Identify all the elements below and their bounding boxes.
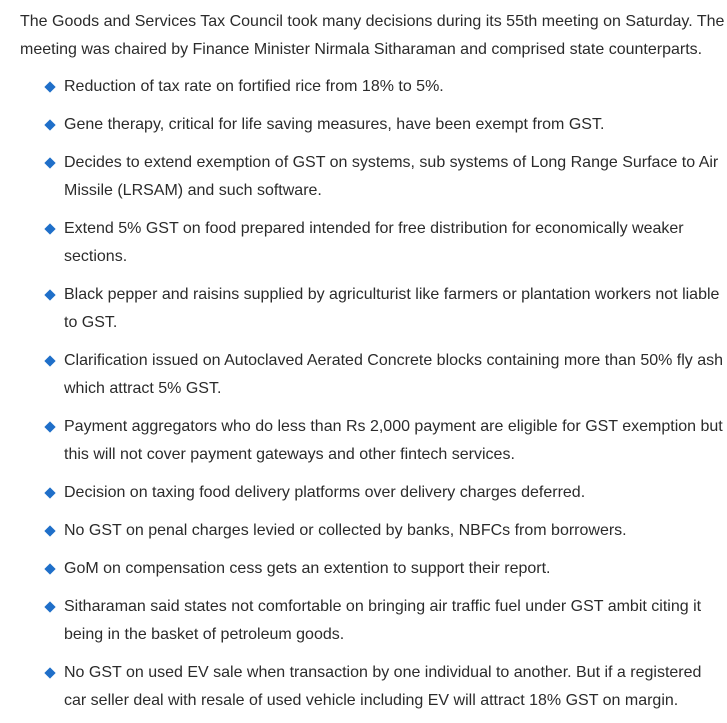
list-item <box>20 555 725 583</box>
list-item <box>20 413 725 469</box>
list-item-text: Gene therapy, critical for life saving measures, have been exempt from GST. <box>64 116 605 133</box>
diamond-bullet-icon <box>44 81 55 92</box>
list-item <box>20 215 725 271</box>
list-item-text: GoM on compensation cess gets an extention to support their report. <box>64 560 551 577</box>
list-item <box>20 479 725 507</box>
list-item-text: Extend 5% GST on food prepared intended for free distribution for economically weaker sections. <box>64 220 684 265</box>
list-item <box>20 593 725 649</box>
list-item <box>20 659 725 715</box>
list-item <box>20 517 725 545</box>
list-item-text: Payment aggregators who do less than Rs 2,000 payment are eligible for GST exemption but this will not cover payment gateways and other fintech services. <box>64 418 723 463</box>
diamond-bullet-icon <box>44 355 55 366</box>
diamond-bullet-icon <box>44 157 55 168</box>
diamond-bullet-icon <box>44 487 55 498</box>
list-item-text: Clarification issued on Autoclaved Aerated Concrete blocks containing more than 50% fly ash which attract 5% GST. <box>64 352 724 397</box>
diamond-bullet-icon <box>44 421 55 432</box>
list-item-text: Decision on taxing food delivery platforms over delivery charges deferred. <box>64 484 586 501</box>
list-item <box>20 73 725 101</box>
diamond-bullet-icon <box>44 119 55 130</box>
diamond-bullet-icon <box>44 525 55 536</box>
list-item-text: Decides to extend exemption of GST on systems, sub systems of Long Range Surface to Air Missile (LRSAM) and such software. <box>64 154 719 199</box>
list-item-text: Black pepper and raisins supplied by agriculturist like farmers or plantation workers not liable to GST. <box>64 286 720 331</box>
list-item-text: Sitharaman said states not comfortable on bringing air traffic fuel under GST ambit citing it being in the basket of petroleum goods. <box>64 598 702 643</box>
list-item-text: No GST on used EV sale when transaction by one individual to another. But if a registered car seller deal with resale of used vehicle including EV will attract 18% GST on margin. <box>64 664 702 709</box>
diamond-bullet-icon <box>44 601 55 612</box>
list-item <box>20 111 725 139</box>
decision-list <box>20 73 725 715</box>
intro-paragraph: The Goods and Services Tax Council took many decisions during its 55th meeting on Saturday. The meeting was chaired by Finance Minister Nirmala Sitharaman and comprised state counterparts. <box>20 13 725 58</box>
list-item-text: Reduction of tax rate on fortified rice from 18% to 5%. <box>64 78 444 95</box>
list-item-text: No GST on penal charges levied or collected by banks, NBFCs from borrowers. <box>64 522 627 539</box>
list-item <box>20 149 725 205</box>
diamond-bullet-icon <box>44 563 55 574</box>
diamond-bullet-icon <box>44 289 55 300</box>
list-item <box>20 281 725 337</box>
list-item <box>20 347 725 403</box>
diamond-bullet-icon <box>44 223 55 234</box>
diamond-bullet-icon <box>44 667 55 678</box>
